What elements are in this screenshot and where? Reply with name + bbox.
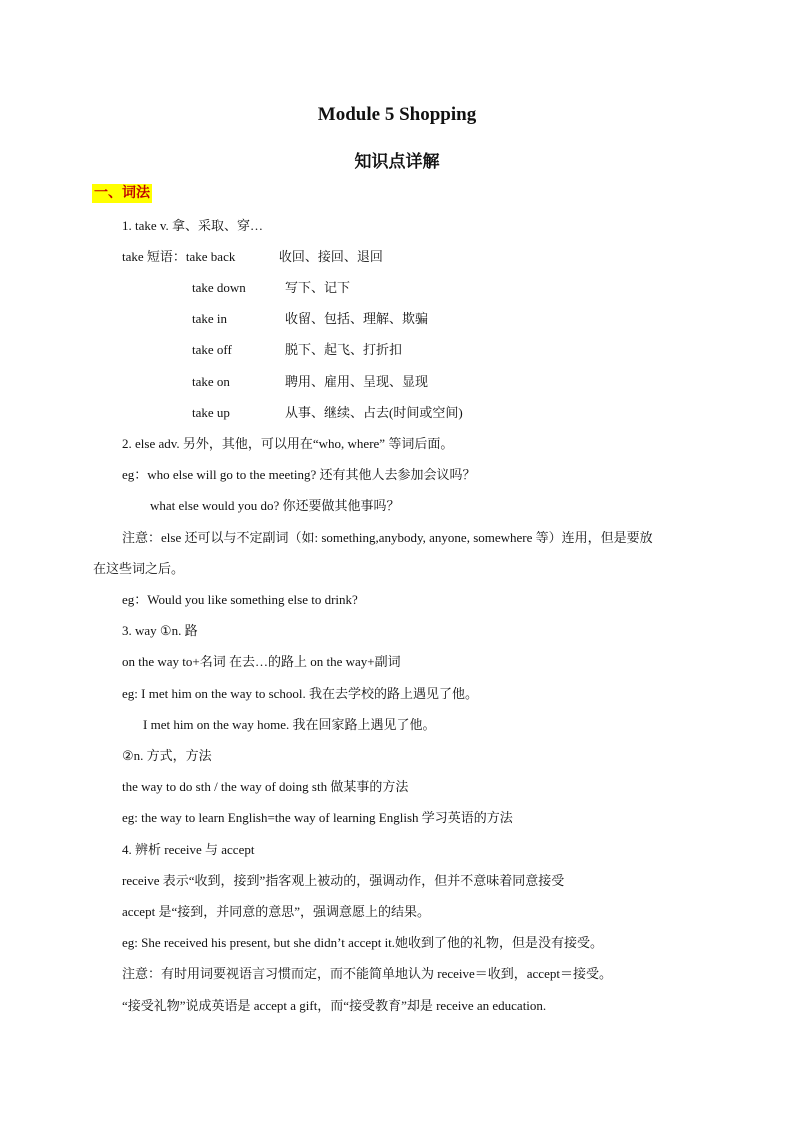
note-line: “接受礼物”说成英语是 accept a gift，而“接受教育”却是 receive an education. — [122, 998, 547, 1013]
phrase-meaning: 收回、接回、退回 — [278, 249, 383, 264]
section-heading-lexis — [92, 184, 152, 203]
phrase-term: take up — [192, 405, 230, 420]
phrase-meaning: 收留、包括、理解、欺骗 — [285, 311, 429, 326]
note-line-continued: 在这些词之后。 — [93, 561, 185, 576]
usage-line: on the way to+名词 在去…的路上 on the way+副词 — [122, 654, 401, 669]
definition-line: receive 表示“收到，接到”指客观上被动的，强调动作，但并不意味着同意接受 — [122, 873, 565, 888]
note-line: 注意：else 还可以与不定副词（如: something,anybody, anyone, somewhere 等）连用，但是要放 — [122, 530, 653, 545]
phrase-meaning: 聘用、雇用、呈现、显现 — [285, 374, 429, 389]
section-heading-label: 一、词法 — [94, 186, 150, 201]
sense-line: ②n. 方式，方法 — [122, 748, 212, 763]
example-line: what else would you do? 你还要做其他事吗？ — [150, 498, 400, 513]
phrase-meaning: 从事、继续、占去(时间或空间) — [285, 405, 463, 420]
item-4-receive-accept: 4. 辨析 receive 与 accept — [122, 842, 255, 857]
take-phrase-row — [192, 373, 428, 390]
phrase-term: take in — [192, 311, 228, 326]
note-line: 注意：有时用词要视语言习惯而定，而不能简单地认为 receive＝收到，accept＝接受。 — [122, 966, 612, 981]
phrase-meaning: 写下、记下 — [285, 280, 351, 295]
example-line: eg：Would you like something else to drink? — [122, 592, 358, 607]
example-line: eg：who else will go to the meeting? 还有其他人去参加会议吗？ — [122, 467, 476, 482]
page-subtitle: 知识点详解 — [354, 152, 440, 171]
item-2-else: 2. else adv. 另外，其他，可以用在“who, where” 等词后面。 — [122, 436, 454, 451]
item-1-take: 1. take v. 拿、采取、穿… — [122, 218, 264, 233]
take-phrase-row — [192, 404, 463, 421]
phrase-term: take back — [185, 249, 236, 264]
definition-line: accept 是“接到，并同意的意思”，强调意愿上的结果。 — [122, 904, 430, 919]
take-phrases-prefix: take 短语： — [122, 249, 186, 264]
item-3-way: 3. way ①n. 路 — [122, 623, 198, 638]
usage-line: the way to do sth / the way of doing sth 做某事的方法 — [122, 779, 409, 794]
phrase-term: take off — [192, 342, 232, 357]
take-phrase-row — [192, 279, 350, 296]
page-title: Module 5 Shopping — [317, 104, 477, 125]
phrase-meaning: 脱下、起飞、打折扣 — [285, 342, 403, 357]
take-phrase-row — [192, 310, 428, 327]
phrase-term: take on — [192, 374, 230, 389]
example-line: eg: I met him on the way to school. 我在去学校的路上遇见了他。 — [122, 686, 479, 701]
take-phrase-row — [122, 248, 383, 265]
take-phrase-row — [192, 341, 402, 358]
example-line: I met him on the way home. 我在回家路上遇见了他。 — [143, 717, 436, 732]
example-line: eg: She received his present, but she didn’t accept it.她收到了他的礼物，但是没有接受。 — [122, 935, 604, 950]
example-line: eg: the way to learn English=the way of learning English 学习英语的方法 — [122, 810, 513, 825]
phrase-term: take down — [192, 280, 246, 295]
